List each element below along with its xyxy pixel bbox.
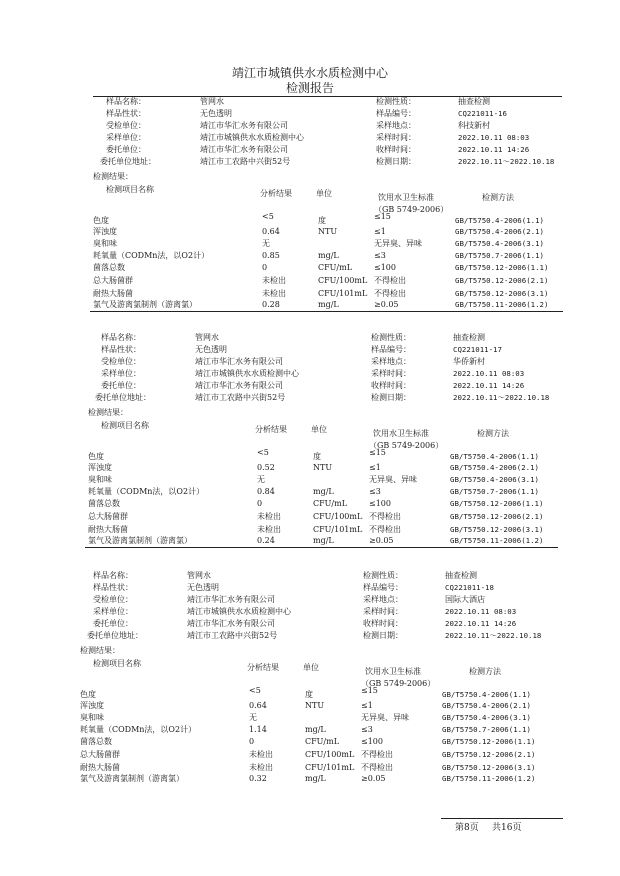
item-unit: 度 — [313, 452, 321, 461]
label-sampling-site: 采样地点： — [363, 595, 403, 604]
item-result: 未检出 — [249, 763, 273, 772]
item-unit: mg/L — [305, 774, 326, 783]
item-method: GB/T5750.12-2006(1.1) — [442, 737, 536, 746]
item-result: 0.32 — [249, 774, 267, 783]
item-method: GB/T5750.4-2006(3.1) — [442, 713, 531, 722]
value-inspect-type: 抽查检测 — [445, 571, 477, 580]
label-receive-time: 收样时间： — [376, 145, 416, 154]
item-standard: 不得检出 — [369, 525, 401, 534]
item-name: 色度 — [93, 216, 109, 225]
org-title: 靖江市城镇供水水质检测中心 — [231, 66, 388, 80]
item-method: GB/T5750.4-2006(1.1) — [442, 690, 531, 699]
item-method: GB/T5750.4-2006(2.1) — [455, 227, 544, 236]
item-unit: CFU/100mL — [305, 750, 355, 759]
item-name: 耐热大肠菌 — [93, 289, 133, 298]
section-divider — [90, 311, 563, 312]
item-name: 臭和味 — [80, 713, 104, 722]
page-number: 第8页 — [455, 823, 479, 833]
col-standard-header: 饮用水卫生标准 — [365, 667, 421, 676]
value-receive-time: 2022.10.11 14:26 — [453, 381, 525, 390]
item-method: GB/T5750.12-2006(2.1) — [450, 512, 544, 521]
value-sample-name: 管网水 — [195, 333, 219, 342]
value-inspect-type: 抽查检测 — [453, 333, 485, 342]
col-result-header: 分析结果 — [260, 189, 292, 198]
item-name: 色度 — [88, 452, 104, 461]
item-unit: CFU/100mL — [318, 276, 368, 285]
item-method: GB/T5750.12-2006(2.1) — [442, 750, 536, 759]
col-item-header: 检测项目名称 — [93, 659, 141, 668]
col-item-header: 检测项目名称 — [106, 185, 154, 194]
item-standard: ≤15 — [369, 448, 386, 457]
item-unit: 度 — [305, 690, 313, 699]
value-sampling-unit: 靖江市城镇供水水质检测中心 — [200, 133, 304, 142]
label-sample-state: 样品性状： — [93, 583, 133, 592]
label-entrust-unit: 委托单位： — [101, 381, 141, 390]
col-standard-code: （GB 5749-2006） — [361, 679, 436, 688]
item-method: GB/T5750.12-2006(1.1) — [450, 499, 544, 508]
value-sample-no: CQ221011-17 — [453, 345, 502, 354]
item-method: GB/T5750.11-2006(1.2) — [442, 774, 536, 783]
label-entrust-unit: 委托单位： — [106, 145, 146, 154]
value-sampling-time: 2022.10.11 08:03 — [458, 133, 530, 142]
item-unit: mg/L — [305, 725, 326, 734]
value-client: 靖江市华汇水务有限公司 — [195, 357, 283, 366]
value-test-date: 2022.10.11～2022.10.18 — [453, 393, 550, 402]
item-unit: CFU/101mL — [318, 289, 368, 298]
label-sample-state: 样品性状： — [106, 109, 146, 118]
item-result: 未检出 — [262, 276, 286, 285]
item-standard: ≤100 — [374, 263, 396, 272]
value-receive-time: 2022.10.11 14:26 — [458, 145, 530, 154]
value-sampling-time: 2022.10.11 08:03 — [453, 369, 525, 378]
value-sample-state: 无色透明 — [187, 583, 219, 592]
col-standard-header: 饮用水卫生标准 — [373, 429, 429, 438]
value-test-date: 2022.10.11～2022.10.18 — [445, 631, 542, 640]
label-inspect-type: 检测性质： — [363, 571, 403, 580]
value-sample-name: 管网水 — [200, 97, 224, 106]
item-result: 未检出 — [257, 512, 281, 521]
label-inspect-type: 检测性质： — [371, 333, 411, 342]
item-unit: CFU/101mL — [305, 763, 355, 772]
item-result: 无 — [257, 475, 265, 484]
label-client: 受检单位： — [106, 121, 146, 130]
item-standard: ≤3 — [361, 725, 373, 734]
col-unit-header: 单位 — [311, 425, 327, 434]
label-sample-name: 样品名称： — [93, 571, 133, 580]
item-result: 无 — [262, 239, 270, 248]
label-client: 受检单位： — [93, 595, 133, 604]
item-standard: ≤15 — [361, 686, 378, 695]
item-unit: NTU — [305, 701, 325, 710]
item-name: 耗氧量（CODMn法，以O2计） — [88, 487, 205, 496]
value-entrust-addr: 靖江市工农路中兴街52号 — [195, 393, 286, 402]
col-method-header: 检测方法 — [469, 667, 501, 676]
section-divider — [85, 547, 558, 548]
item-standard: ≤100 — [361, 737, 383, 746]
item-result: 未检出 — [249, 750, 273, 759]
label-sample-no: 样品编号： — [371, 345, 411, 354]
label-inspect-type: 检测性质： — [376, 97, 416, 106]
item-name: 菌落总数 — [80, 737, 112, 746]
item-unit: CFU/mL — [313, 499, 348, 508]
item-method: GB/T5750.4-2006(2.1) — [442, 701, 531, 710]
item-unit: CFU/mL — [318, 263, 353, 272]
label-client: 受检单位： — [101, 357, 141, 366]
label-sample-state: 样品性状： — [101, 345, 141, 354]
item-method: GB/T5750.7-2006(1.1) — [455, 251, 544, 260]
item-result: 未检出 — [262, 289, 286, 298]
item-unit: mg/L — [313, 536, 334, 545]
label-sample-no: 样品编号： — [363, 583, 403, 592]
item-name: 色度 — [80, 690, 96, 699]
item-name: 浑浊度 — [88, 463, 112, 472]
label-sampling-time: 采样时间： — [363, 607, 403, 616]
item-result: 0.84 — [257, 487, 275, 496]
item-standard: ≤3 — [374, 251, 386, 260]
value-sample-state: 无色透明 — [195, 345, 227, 354]
item-result: 0.52 — [257, 463, 275, 472]
label-entrust-addr: 委托单位地址： — [95, 393, 151, 402]
item-method: GB/T5750.12-2006(2.1) — [455, 276, 549, 285]
label-test-date: 检测日期： — [363, 631, 403, 640]
item-standard: 不得检出 — [369, 512, 401, 521]
item-method: GB/T5750.12-2006(1.1) — [455, 263, 549, 272]
item-name: 耐热大肠菌 — [88, 525, 128, 534]
value-entrust-unit: 靖江市华汇水务有限公司 — [195, 381, 283, 390]
item-result: <5 — [249, 686, 261, 695]
item-standard: ≥0.05 — [361, 774, 386, 783]
label-sampling-unit: 采样单位： — [93, 607, 133, 616]
label-entrust-addr: 委托单位地址： — [87, 631, 143, 640]
footer-rule — [441, 818, 563, 819]
item-method: GB/T5750.4-2006(2.1) — [450, 463, 539, 472]
value-sample-no: CQ221011-16 — [458, 109, 507, 118]
value-receive-time: 2022.10.11 14:26 — [445, 619, 517, 628]
item-result: 0 — [257, 499, 263, 508]
item-result: 0.28 — [262, 300, 280, 309]
item-standard: 不得检出 — [361, 763, 393, 772]
col-method-header: 检测方法 — [477, 429, 509, 438]
page-total: 共16页 — [492, 823, 522, 833]
item-unit: NTU — [313, 463, 333, 472]
item-name: 菌落总数 — [88, 499, 120, 508]
item-standard: ≥0.05 — [374, 300, 399, 309]
item-result: 0.64 — [262, 227, 280, 236]
item-method: GB/T5750.11-2006(1.2) — [450, 536, 544, 545]
value-entrust-unit: 靖江市华汇水务有限公司 — [200, 145, 288, 154]
item-method: GB/T5750.11-2006(1.2) — [455, 300, 549, 309]
item-standard: 无异臭、异味 — [369, 475, 417, 484]
item-result: 无 — [249, 713, 257, 722]
item-method: GB/T5750.4-2006(3.1) — [455, 239, 544, 248]
value-sample-name: 管网水 — [187, 571, 211, 580]
item-standard: ≤1 — [361, 701, 373, 710]
item-method: GB/T5750.7-2006(1.1) — [442, 725, 531, 734]
item-method: GB/T5750.4-2006(3.1) — [450, 475, 539, 484]
item-standard: ≤1 — [369, 463, 381, 472]
value-entrust-unit: 靖江市华汇水务有限公司 — [187, 619, 275, 628]
item-name: 氯气及游离氯制剂（游离氯） — [88, 536, 192, 545]
value-sample-state: 无色透明 — [200, 109, 232, 118]
col-result-header: 分析结果 — [255, 425, 287, 434]
item-result: 0 — [262, 263, 268, 272]
item-name: 耗氧量（CODMn法，以O2计） — [80, 725, 197, 734]
item-method: GB/T5750.4-2006(1.1) — [450, 452, 539, 461]
results-heading: 检测结果： — [80, 646, 120, 655]
col-unit-header: 单位 — [316, 189, 332, 198]
col-standard-header: 饮用水卫生标准 — [378, 193, 434, 202]
value-entrust-addr: 靖江市工农路中兴街52号 — [200, 157, 291, 166]
label-sample-name: 样品名称： — [101, 333, 141, 342]
value-sampling-site: 华侨新村 — [453, 357, 485, 366]
item-standard: 不得检出 — [374, 289, 406, 298]
value-client: 靖江市华汇水务有限公司 — [187, 595, 275, 604]
item-standard: ≤3 — [369, 487, 381, 496]
value-test-date: 2022.10.11～2022.10.18 — [458, 157, 555, 166]
report-title: 检测报告 — [285, 81, 334, 95]
item-result: 0.64 — [249, 701, 267, 710]
item-unit: mg/L — [313, 487, 334, 496]
value-sampling-unit: 靖江市城镇供水水质检测中心 — [195, 369, 299, 378]
item-result: <5 — [257, 448, 269, 457]
item-standard: 不得检出 — [361, 750, 393, 759]
item-unit: CFU/100mL — [313, 512, 363, 521]
col-standard-code: （GB 5749-2006） — [374, 205, 449, 214]
label-receive-time: 收样时间： — [363, 619, 403, 628]
item-name: 总大肠菌群 — [93, 276, 133, 285]
label-sampling-time: 采样时间： — [371, 369, 411, 378]
item-name: 总大肠菌群 — [88, 512, 128, 521]
item-standard: ≤100 — [369, 499, 391, 508]
col-result-header: 分析结果 — [247, 663, 279, 672]
label-sampling-unit: 采样单位： — [101, 369, 141, 378]
item-result: 0.24 — [257, 536, 275, 545]
label-sampling-unit: 采样单位： — [106, 133, 146, 142]
item-method: GB/T5750.12-2006(3.1) — [442, 763, 536, 772]
value-sampling-site: 科技新村 — [458, 121, 490, 130]
item-name: 浑浊度 — [93, 227, 117, 236]
item-unit: CFU/101mL — [313, 525, 363, 534]
item-standard: ≥0.05 — [369, 536, 394, 545]
col-unit-header: 单位 — [303, 663, 319, 672]
value-entrust-addr: 靖江市工农路中兴街52号 — [187, 631, 278, 640]
item-name: 浑浊度 — [80, 701, 104, 710]
item-name: 耐热大肠菌 — [80, 763, 120, 772]
item-result: 1.14 — [249, 725, 267, 734]
value-sampling-site: 国际大酒店 — [445, 595, 485, 604]
item-method: GB/T5750.7-2006(1.1) — [450, 487, 539, 496]
value-client: 靖江市华汇水务有限公司 — [200, 121, 288, 130]
label-test-date: 检测日期： — [376, 157, 416, 166]
label-test-date: 检测日期： — [371, 393, 411, 402]
item-name: 臭和味 — [93, 239, 117, 248]
item-method: GB/T5750.12-2006(3.1) — [455, 289, 549, 298]
results-heading: 检测结果： — [93, 172, 133, 181]
item-result: 0.85 — [262, 251, 280, 260]
item-name: 耗氧量（CODMn法，以O2计） — [93, 251, 210, 260]
label-sampling-time: 采样时间： — [376, 133, 416, 142]
item-standard: ≤1 — [374, 227, 386, 236]
item-unit: NTU — [318, 227, 338, 236]
item-result: 未检出 — [257, 525, 281, 534]
item-method: GB/T5750.12-2006(3.1) — [450, 525, 544, 534]
item-standard: ≤15 — [374, 212, 391, 221]
col-standard-code: （GB 5749-2006） — [369, 441, 444, 450]
item-name: 菌落总数 — [93, 263, 125, 272]
item-unit: mg/L — [318, 300, 339, 309]
col-method-header: 检测方法 — [482, 193, 514, 202]
item-name: 臭和味 — [88, 475, 112, 484]
item-result: 0 — [249, 737, 255, 746]
col-item-header: 检测项目名称 — [101, 421, 149, 430]
header-rule — [93, 96, 562, 97]
label-entrust-unit: 委托单位： — [93, 619, 133, 628]
item-unit: CFU/mL — [305, 737, 340, 746]
label-entrust-addr: 委托单位地址： — [100, 157, 156, 166]
item-name: 氯气及游离氯制剂（游离氯） — [93, 300, 197, 309]
item-standard: 不得检出 — [374, 276, 406, 285]
item-name: 总大肠菌群 — [80, 750, 120, 759]
value-sampling-time: 2022.10.11 08:03 — [445, 607, 517, 616]
item-method: GB/T5750.4-2006(1.1) — [455, 216, 544, 225]
results-heading: 检测结果： — [88, 408, 128, 417]
label-sample-no: 样品编号： — [376, 109, 416, 118]
item-unit: 度 — [318, 216, 326, 225]
label-sampling-site: 采样地点： — [376, 121, 416, 130]
label-sampling-site: 采样地点： — [371, 357, 411, 366]
value-sample-no: CQ221011-18 — [445, 583, 494, 592]
value-inspect-type: 抽查检测 — [458, 97, 490, 106]
item-standard: 无异臭、异味 — [361, 713, 409, 722]
item-standard: 无异臭、异味 — [374, 239, 422, 248]
item-unit: mg/L — [318, 251, 339, 260]
item-name: 氯气及游离氯制剂（游离氯） — [80, 774, 184, 783]
item-result: <5 — [262, 212, 274, 221]
value-sampling-unit: 靖江市城镇供水水质检测中心 — [187, 607, 291, 616]
label-receive-time: 收样时间： — [371, 381, 411, 390]
label-sample-name: 样品名称： — [106, 97, 146, 106]
